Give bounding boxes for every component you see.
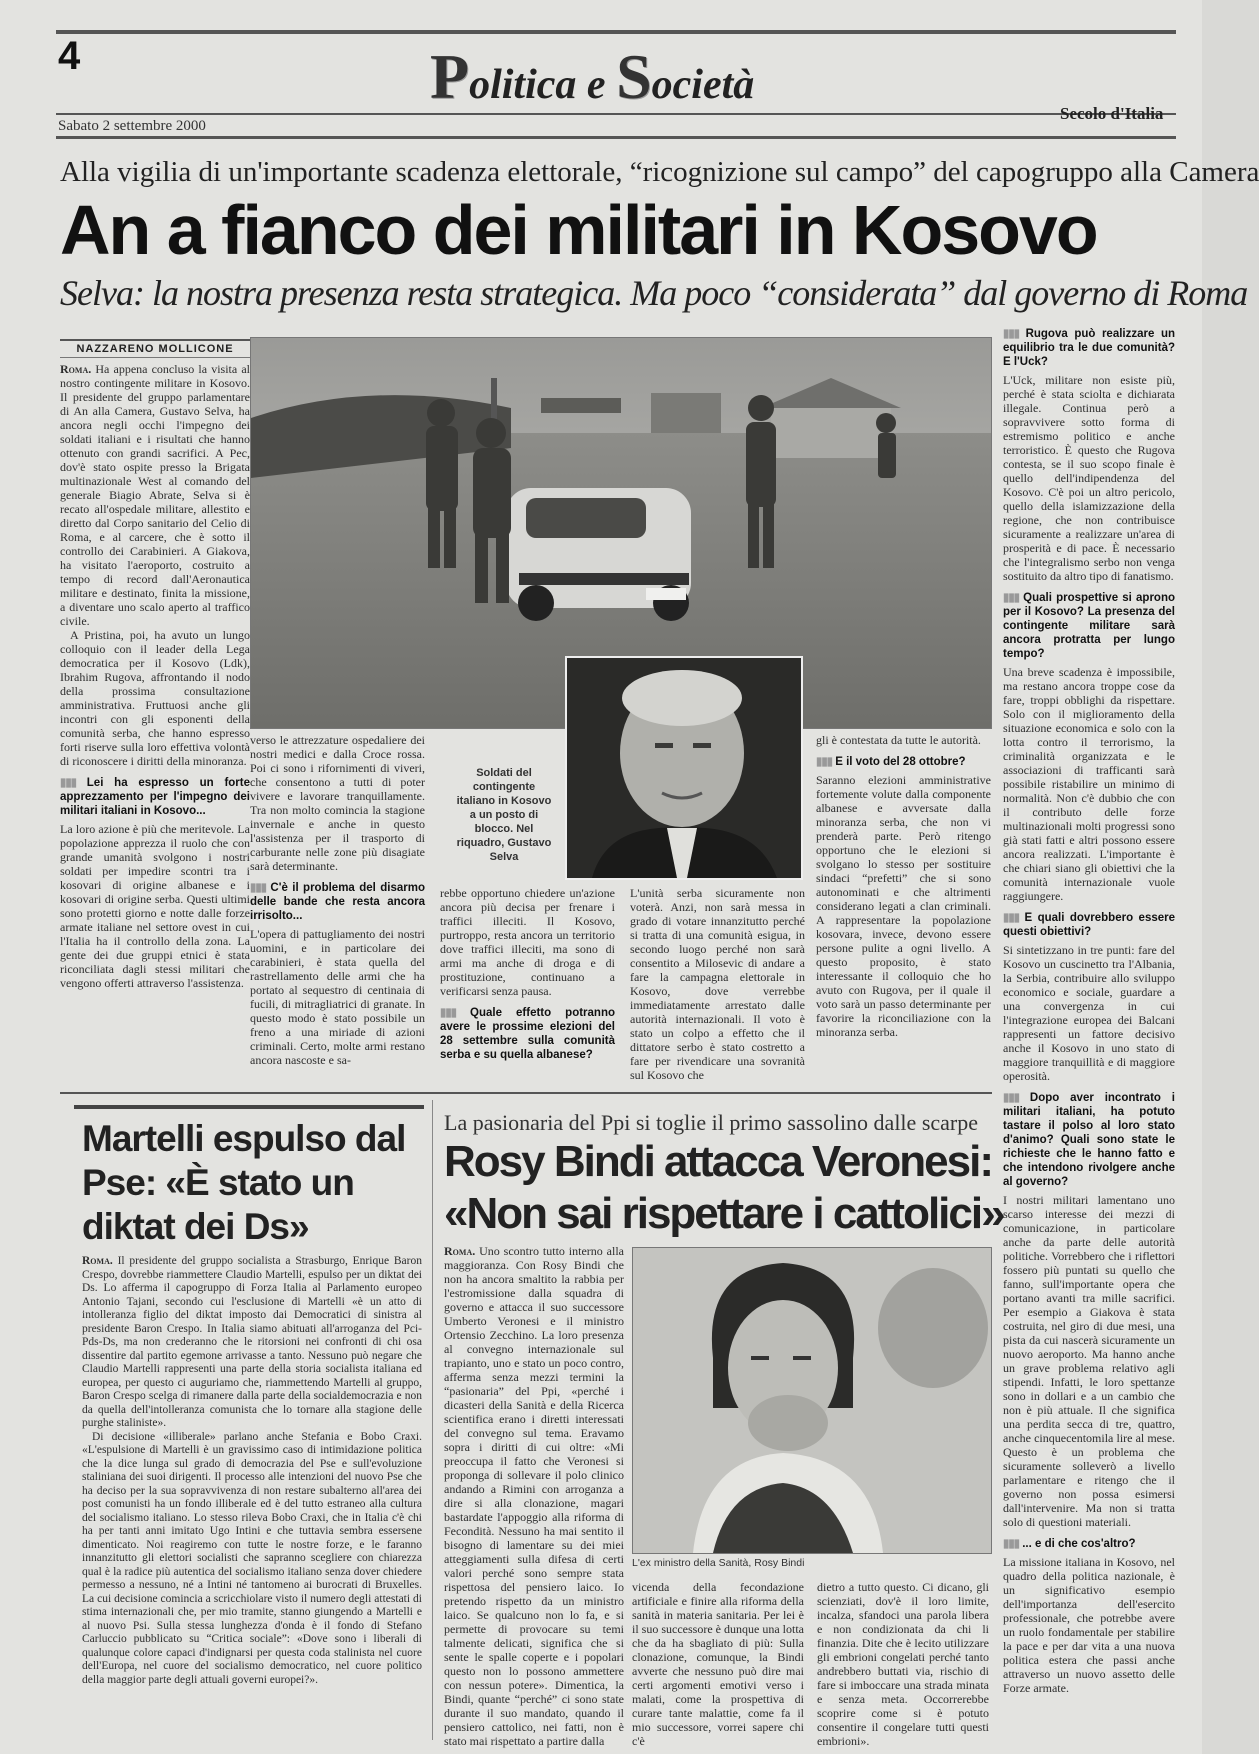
selva-portrait-image [567,658,801,878]
col2-text: verso le attrezzature ospedaliere dei nostri medici e dalla Croce rossa. Poi ci sono i rifornimenti di viveri, che consentono a tutti di poter vivere e lavorare tranquillamente. Tra non molto comincia la stagione invernale e anche in questo l'assistenza per il trasporto di carburante nelle zone più disagiate sarà determinante. [250,733,425,873]
main-column-4 [816,733,991,1082]
main-column-3 [440,886,615,1082]
main-right-column [1003,327,1175,1737]
header-rule [56,113,1176,115]
right-text-5: La missione italiana in Kosovo, nel quadro della politica nazionale, è un significativo esempio dell'importanza dell'esercito professionale, che potrebbe avere un ruolo fondamentale per stabilire la pace e per dar vita a una nuova politica estera che passi anche attraverso un nuovo assetto delle Forze armate. [1003,1555,1175,1695]
question-4-text: E il voto del 28 ottobre? [835,756,966,768]
top-rule [56,30,1176,34]
bindi-dateline: Roma. [444,1244,476,1258]
bindi-photo [632,1247,992,1554]
bindi-kicker: La pasionaria del Ppi si toglie il primo sassolino dalle scarpe [444,1110,978,1135]
martelli-headline: Martelli espulso dal Pse: «È stato un diktat dei Ds» [82,1118,406,1247]
main-column-3b [630,886,805,1082]
bindi-text: Uno scontro tutto interno alla maggioranza. Con Rosy Bindi che non ha ancora smaltito la rabbia per l'estromissione dalla squadra di governo e attacca il suo successore Umberto Veronesi e il ministro Ortensio Zecchino. La loro presenza al convegno internazionale sul trapianto, uno e stato un poco contro, afferma senza mezzi termini la “pasionaria” del Ppi, «perché i dicasteri della Sanità e della Ricerca scientifica erano i diretti interessati del convegno sul tema. Eravamo sopra i diritti di cui oltre: «Mi preoccupa il fatto che Veronesi si proponga di sollevare il polo clinico andando a Rimini con arroganza a dire si alla clonazione, magari bastardate l'appoggio alla riforma di Fecondità. Nessuno ha mai sentito il bisogno di lamentare su dei miei atteggiamenti sulla difesa di certi valori perché sono sempre stata rispettosa del pensiero laico. Io pretendo rispetto da un ministro laico. Se qualcuno non lo fa, e si permette di provocare su temi talmente delicati, significa che si sente le spalle coperte e i popolari questo non lo possono ammettere con nessun potere». Dimentica, la Bindi, quante “perché” ci sono state durante il suo mandato, quando il pensiero cattolico, nei fatti, non è stato mai rispettato a partire dalla [444,1244,625,1748]
right-question-5: ▮▮▮ ... e di che cos'altro? [1003,1538,1136,1550]
col4-text2: Saranno elezioni amministrative fortemente volute dalla componente albanese e avversate dalla minoranza serba, che non vi prenderà parte. Però ritengo opportuno che le elezioni si svolgano lo stesso per sostituire sindaci “prefetti” che si sono autonominati e che altrimenti considerano legati a clan criminali. A rappresentare la popolazione kosovara, invece, devono essere persone pulite a ogni livello. A questo proposito, è stato interessante il colloquio che ho avuto con Rugova, per il quale il voto sarà un passo determinante per favorire la riconciliazione con la minoranza serba. [816,773,991,1039]
question-2-text: C'è il problema del disarmo delle bande che resta ancora irrisolto... [250,882,425,922]
bindi-headline-line2: «Non sai rispettare i cattolici» [444,1189,1004,1238]
selva-portrait-photo [565,656,803,880]
col1-text3: La loro azione è più che meritevole. La popolazione apprezza il ruolo che con grande umanità svolgono i nostri soldati per impedire scontri tra i kosovari di origine albanese e i kosovari di origine serba. Questi ultimi sono protetti giorno e notte dalle forze armate italiane nel settore ovest in cui l'Italia ha il controllo della zona. La gente dei due gruppi etnici è stata riconciliata dagli stessi militari che vengono offerti attraverso l'assistenza. [60,822,250,990]
dateline: Roma. [60,362,92,376]
bindi-column-3 [817,1580,989,1748]
col2-text2: L'opera di pattugliamento dei nostri uomini, e in particolare dei carabinieri, è stata quella del rastrellamento delle armi che ha portato al sequestro di centinaia di fucili, di mitragliatrici di granate. In questo modo è stato possibile un freno a una miriade di azioni criminali. Certo, molte armi restano ancora nascoste e sa- [250,927,425,1067]
question-1: ▮▮▮ Lei ha espresso un forte apprezzamento per l'impegno dei militari italiani in Kosovo... [60,777,250,817]
col4-text: gli è contestata da tutte le autorità. [816,733,981,747]
right-question-2-text: Quali prospettive si aprono per il Kosovo? La presenza del contingente militare sarà ancora protratta per lungo tempo? [1003,592,1175,660]
soldiers-photo-caption: Soldati del contingente italiano in Kosovo a un posto di blocco. Nel riquadro, Gustavo Selva [456,767,552,863]
question-2: ▮▮▮ C'è il problema del disarmo delle bande che resta ancora irrisolto... [250,882,425,922]
col3b-text: L'unità serba sicuramente non voterà. Anzi, non sarà messa in grado di votare innanzitutto perché si tratta di una comunità esigua, in secondo luogo perché non sarà consentito a Milosevic di andare a fare la campagna elettorale in Kosovo, dove verrebbe immediatamente arrestato dalle autorità internazionali. Il voto è stato un colpo a effetto che il dittatore serbo è stato costretto a fare per rivendicare una sovranità sul Kosovo che [630,886,805,1082]
right-question-1-text: Rugova può realizzare un equilibrio tra le due comunità? E l'Uck? [1003,328,1175,368]
right-question-3-text: E quali dovrebbero essere questi obiettivi? [1003,912,1175,938]
section-separator [60,1092,992,1094]
main-column-2 [250,733,425,1078]
bindi-col3-text: dietro a tutto questo. Ci dicano, gli scienziati, dov'è il loro limite, incalza, sfandoci una parola libera e non condizionata da chi li finanzia. Dite che è lecito utilizzare gli embrioni congelati perché tanto andrebbero buttati via, rischio di fare si imboccare una strada minata e senza meta. Occorrerebbe scoprire come si è potuto consentire il congelare tutti questi embrioni». [817,1580,989,1748]
bindi-column-2 [632,1580,804,1748]
bindi-col2-text: vicenda della fecondazione artificiale e finire alla riforma della sanità in materia sanitaria. Per lei è il suo successore è dunque una lotta che da ha sbagliato di più: Sulla clonazione, comunque, la Bindi avverte che nessuno può dire mai certi argomenti emotivi verso i malati, come la prospettiva di curare tante malattie, come fa il mio successore, vorrei sapere chi c'è [632,1580,804,1748]
right-question-4-text: Dopo aver incontrato i militari italiani, ha potuto tastare il polso al loro stato d'animo? Quali sono state le richieste che le hanno fatto e che intendono rivolgere anche al governo? [1003,1092,1175,1188]
main-kicker: Alla vigilia di un'importante scadenza elettorale, “ricognizione sul campo” del capogruppo alla Camera [60,156,1259,188]
col1-text2: A Pristina, poi, ha avuto un lungo colloquio con il leader della Lega democratica per il Kosovo (Ldk), Ibrahim Rugova, affrontando il nodo della prossima consultazione amministrativa. Fruttuosi anche gli incontri con gli esponenti della comunità serba, che hanno espresso forti riserve sulla loro effettiva volontà di riconoscere i diritti della minoranza. [60,628,250,768]
martelli-dateline: Roma. [82,1255,113,1267]
question-4: ▮▮▮ E il voto del 28 ottobre? [816,756,966,768]
right-question-2: ▮▮▮ Quali prospettive si aprono per il Kosovo? La presenza del contingente militare sarà ancora protratta per lungo tempo? [1003,592,1175,660]
header-bottom-rule [56,136,1176,139]
bindi-headline-line1: Rosy Bindi attacca Veronesi: [444,1137,992,1186]
page-number: 4 [58,34,81,78]
martelli-text: Il presidente del gruppo socialista a Strasburgo, Enrique Baron Crespo, dovrebbe riammettere Claudio Martelli, espulso per un diktat dei Ds. Lo afferma il capogruppo di Forza Italia al Parlamento europeo Antonio Tajani, secondo cui l'esclusione di Martelli «è un atto di intolleranza figlio del diktat imposto dai Democratici di sinistra al presidente Baron Crespo. In Italia siamo abituati all'arroganza del Pci-Pds-Ds, ma non crederanno che le ritorsioni nei confronti di chi osa dissentire dal partito egemone arrivasse a tanto. Nessuno può negare che Claudio Martelli rappresenti una parte della storia socialista italiana ed europea, per questo ci auguriamo che, riammettendo Martelli al gruppo, Baron Crespo scelga di rimanere dalla parte della socialdemocrazia e non da quella dell'intolleranza comunista che lo tornare alla stagione delle purghe staliniste». [82,1255,422,1429]
section-initial-p: P [430,41,470,112]
right-question-5-text: ... e di che cos'altro? [1022,1538,1136,1550]
main-subhead: Selva: la nostra presenza resta strategica. Ma poco “considerata” dal governo di Roma [60,273,1248,313]
right-text-1: L'Uck, militare non esiste più, perché è stata sciolta e dichiarata illegale. Continua però a sopravvivere sotto forma di estremismo politico e anche terroristico. È questo che Rugova contesta, se il suo scopo finale è quello dell'indipendenza del Kosovo. C'è poi un altro pericolo, quello della islamizzazione della regione, che non contribuisce sicuramente a realizzare un'area di prosperità e di pace. È necessario che l'integralismo serbo non venga sostituito da altro tipo di fanatismo. [1003,373,1175,583]
right-text-2: Una breve scadenza è impossibile, ma restano ancora troppe cose da fare, troppi obblighi da rispettare. Solo con il miglioramento della situazione economica e solo con la lotta contro il terrorismo, la criminalità organizzata e le associazioni di trafficanti sarà possibile ristabilire un minimo di normalità. Non c'è dubbio che con il contributo delle forze multinazionali molti progressi sono già stati fatti e altri possono essere ancora realizzati. L'importante è che chiari siano gli obiettivi che la comunità internazionale vuole raggiungere. [1003,665,1175,903]
question-3: ▮▮▮ Quale effetto potranno avere le prossime elezioni del 28 settembre sulla comunità serba e su quella albanese? [440,1007,615,1061]
section-title-part2: ocietà [651,62,755,108]
bindi-photo-caption: L'ex ministro della Sanità, Rosy Bindi [632,1557,805,1569]
section-title [430,40,754,114]
col3-text: rebbe opportuno chiedere un'azione ancora più decisa per frenare i traffici illeciti. Il Kosovo, purtroppo, resta ancora un territorio dove traffici illeciti, ma sono di armi ma anche di droga e di prostituzione, continuano a verificarsi senza pausa. [440,886,615,998]
right-text-3: Si sintetizzano in tre punti: fare del Kosovo un cuscinetto tra l'Albania, la Serbia, contribuire allo sviluppo economico e sociale, guardare a una convergenza in cui l'integrazione europea dei Balcani rappresenti un fattore decisivo anche il Kosovo in uno stato di maggiore tranquillità e di maggiore operosità. [1003,943,1175,1083]
col1-text: Ha appena concluso la visita al nostro contingente militare in Kosovo. Il presidente del gruppo parlamentare di An alla Camera, Gustavo Selva, ha ancora negli occhi l'impegno dei soldati italiani e i risultati che hanno ottenuto con grandi sacrifici. A Pec, dov'è stato ospite presso la Brigata multinazionale West al comando del generale Biagio Abrate, Selva si è recato all'ospedale militare, allestito e diretto dal Corpo sanitario del Celio di Roma, e al carcere, che è sotto il controllo dei Carabinieri. A Giakova, ha visitato l'aeroporto, costruito a tempo di record dall'Aeronautica militare e destinato, finita la missione, a diventare uno scalo aperto al traffico civile. [60,362,250,628]
issue-date: Sabato 2 settembre 2000 [58,118,206,134]
question-3-text: Quale effetto potranno avere le prossime elezioni del 28 settembre sulla comunità serba e su quella albanese? [440,1007,615,1061]
byline: NAZZARENO MOLLICONE [60,339,250,358]
section-initial-s: S [616,41,652,112]
section-title-part1: olitica e [469,62,617,108]
bindi-headline [444,1136,1004,1240]
martelli-body [82,1255,422,1735]
newspaper-masthead: Secolo d'Italia [1060,104,1164,123]
right-question-3: ▮▮▮ E quali dovrebbero essere questi obiettivi? [1003,912,1175,938]
main-headline: An a fianco dei militari in Kosovo [60,191,1097,269]
martelli-top-rule [74,1105,424,1109]
right-question-4: ▮▮▮ Dopo aver incontrato i militari italiani, ha potuto tastare il polso al loro stato d'animo? Quali sono state le richieste che le hanno fatto e che intendono rivolgere anche al governo? [1003,1092,1175,1188]
column-separator [432,1100,433,1740]
bindi-photo-image [633,1248,991,1553]
question-1-text: Lei ha espresso un forte apprezzamento per l'impegno dei militari italiani in Kosovo... [60,777,250,817]
main-column-1 [60,362,250,1082]
martelli-text2: Di decisione «illiberale» parlano anche Stefania e Bobo Craxi. «L'espulsione di Martelli è un gravissimo caso di intimidazione politica che la dice lunga sul grado di democrazia del Pse e sull'evoluzione staliniana dei suoi dirigenti. Il processo alle intenzioni del nuovo Pse che ha deciso per la sua sopravvivenza di non restare subalterno all'area dei post comunisti ha un fondo illiberale ed è del tutto estraneo alla cultura del socialismo italiano. Lo stesso rileva Bobo Craxi, che in Italia c'è chi ha per tanti anni imitato Ugo Intini e che tuttavia sembra essersene dimenticato. Noi reagiremo con tutte le nostre forze, e le faranno innanzitutto gli elettori socialisti che sapranno scegliere con chiarezza qual è la radice più autentica del socialismo italiano senza dover chiedere permesso a nessuno, né a Intini né tantomeno ai burocrati di Bruxelles. La cui decisione comincia a scricchiolare visto il numero degli attestati di stima internazionali che, per mio tramite, stanno giungendo a Martelli e al nuovo Psi. Sulla stessa lunghezza d'onda è il fondo di Stefano Carluccio pubblicato su “Critica sociale”: «Dove sono i liberali di qualunque colore capaci d'indignarsi per questa coda stalinista nel cuore dell'Europa, nel cuore del socialismo democratico, nel cuore politico della maggior parte degli attuali governi europei?». [82,1430,422,1686]
right-question-1: ▮▮▮ Rugova può realizzare un equilibrio tra le due comunità? E l'Uck? [1003,328,1175,368]
bindi-column-1 [444,1244,625,1748]
right-text-4: I nostri militari lamentano uno scarso interesse dei mezzi di comunicazione, in particolare anche da parte delle autorità politiche. Vorrebbero che i riflettori fossero più puntati su quello che fanno, sull'importante opera che portano avanti tra mille sacrifici. Per esempio a Giakova è stata costruita, nel giro di due mesi, una pista da cui nascerà sicuramente un nuovo aeroporto. Ma hanno anche un grave problema relativo agli stipendi. Infatti, le loro spettanze sono in dollari e a un cambio che non è più attuale. Il che significa una perdita secca di tre, quattro, anche cinquecentomila lire al mese. Questo è un problema che sicuramente solleverò a livello parlamentare e ritengo che il governo non possa esimersi dall'intervenire. Ma non si tratta solo di questioni materiali. [1003,1193,1175,1529]
